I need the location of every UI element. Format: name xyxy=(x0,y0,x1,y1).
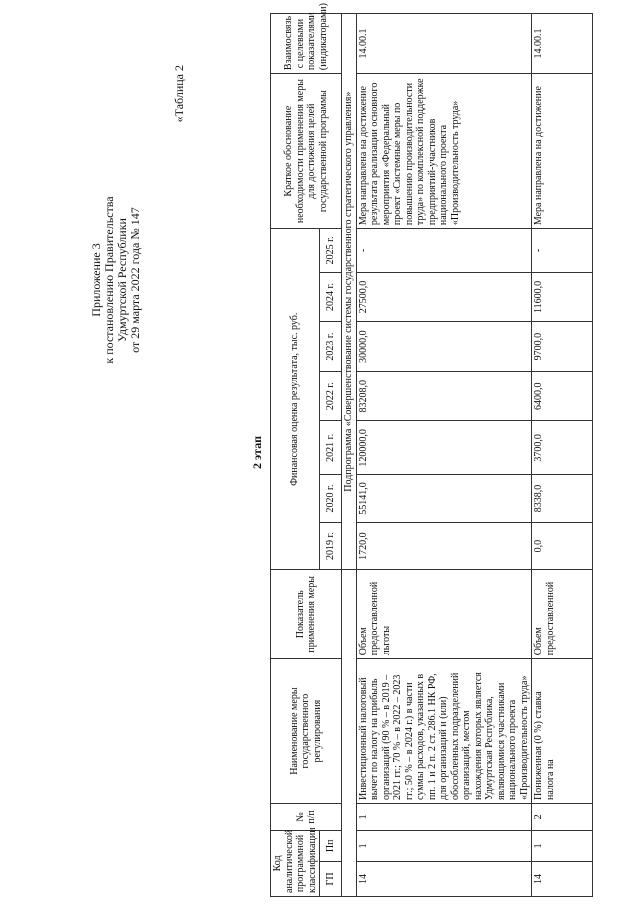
table-label: «Таблица 2 xyxy=(172,65,186,123)
header-relation: Взаимосвязь с целевыми показателями (индикаторами) xyxy=(271,14,342,74)
header-indicator: Показатель применения меры xyxy=(271,570,342,659)
header-measure-name: Наименование меры государственного регулирования xyxy=(271,659,342,804)
table-row xyxy=(356,14,532,897)
appendix-line: к постановлению Правительства xyxy=(102,196,116,364)
cell-measure-name: Пониженная (0 %) ставка налога на xyxy=(532,659,593,804)
header-justification: Краткое обоснование необходимости применения меры для достижения целей государственной программы xyxy=(271,74,342,229)
cell-value: 8338,0 xyxy=(532,475,593,523)
header-code: Код аналитической программной классификации xyxy=(271,830,320,896)
header-gp: ГП xyxy=(320,861,342,896)
header-year: 2023 г. xyxy=(320,322,342,372)
cell-value: 9700,0 xyxy=(532,322,593,372)
cell-gp: 14 xyxy=(356,861,532,896)
header-number: № п/п xyxy=(271,803,342,830)
cell-number: 1 xyxy=(356,803,532,830)
subprogram-title: Подпрограмма «Совершенствование системы государственного стратегического управления» xyxy=(342,14,357,570)
cell-relation: 14.00.1 xyxy=(532,14,593,74)
header-year: 2022 г. xyxy=(320,371,342,421)
cell-indicator: Объем предоставленной льготы xyxy=(356,570,532,659)
header-pp: Пп xyxy=(320,830,342,861)
cell-value: 55141,0 xyxy=(356,475,532,523)
cell-number: 2 xyxy=(532,803,593,830)
cell-value: 3700,0 xyxy=(532,421,593,475)
cell-pp: 1 xyxy=(532,830,593,861)
cell-value: 11600,0 xyxy=(532,272,593,322)
cell-justification: Мера направлена на достижение результата реализации основного мероприятия «Федеральный проект «Системные меры по повышению производительности труда» по комплексной поддержке предприятий-участников национального проекта «Производительность труда» xyxy=(356,74,532,229)
cell-indicator: Объем предоставленной xyxy=(532,570,593,659)
cell-value: 1720,0 xyxy=(356,522,532,570)
header-finance: Финансовая оценка результата, тыс. руб. xyxy=(271,229,320,570)
header-year: 2021 г. xyxy=(320,421,342,475)
cell-value: 0,0 xyxy=(532,522,593,570)
cell-value: 120000,0 xyxy=(356,421,532,475)
cell-value: 83208,0 xyxy=(356,371,532,421)
appendix-line: Удмуртской Республики xyxy=(115,218,129,342)
cell-value: - xyxy=(356,229,532,273)
stage-title: 2 этап xyxy=(250,436,264,469)
cell-relation: 14.00.1 xyxy=(356,14,532,74)
cell-measure-name: Инвестиционный налоговый вычет по налогу на прибыль организаций (90 % – в 2019 – 2021 гг.; 70 % – в 2022 – 2023 гг.; 50 % – в 2024 г.) в части суммы расходов, указанных в пп. 1 и 2 п. 2 ст. 286.1 НК РФ, для организаций и (или) обособленных подразделений организаций, местом нахождения которых является Удмуртская Республика, являющимися участниками национального проекта «Производительность труда» xyxy=(356,659,532,804)
header-year: 2020 г. xyxy=(320,475,342,523)
cell-pp: 1 xyxy=(356,830,532,861)
header-year: 2025 г. xyxy=(320,229,342,273)
table-row xyxy=(532,14,593,897)
header-year: 2019 г. xyxy=(320,522,342,570)
cell-justification: Мера направлена на достижение xyxy=(532,74,593,229)
appendix-title: Приложение 3 xyxy=(89,243,103,317)
header-year: 2024 г. xyxy=(320,272,342,322)
appendix-header xyxy=(90,150,142,410)
regulation-table xyxy=(270,3,593,897)
subprogram-spacer xyxy=(342,570,357,897)
cell-gp: 14 xyxy=(532,861,593,896)
cell-value: - xyxy=(532,229,593,273)
appendix-date: от 29 марта 2022 года № 147 xyxy=(128,207,142,353)
cell-value: 6400,0 xyxy=(532,371,593,421)
cell-value: 30000,0 xyxy=(356,322,532,372)
cell-value: 27500,0 xyxy=(356,272,532,322)
